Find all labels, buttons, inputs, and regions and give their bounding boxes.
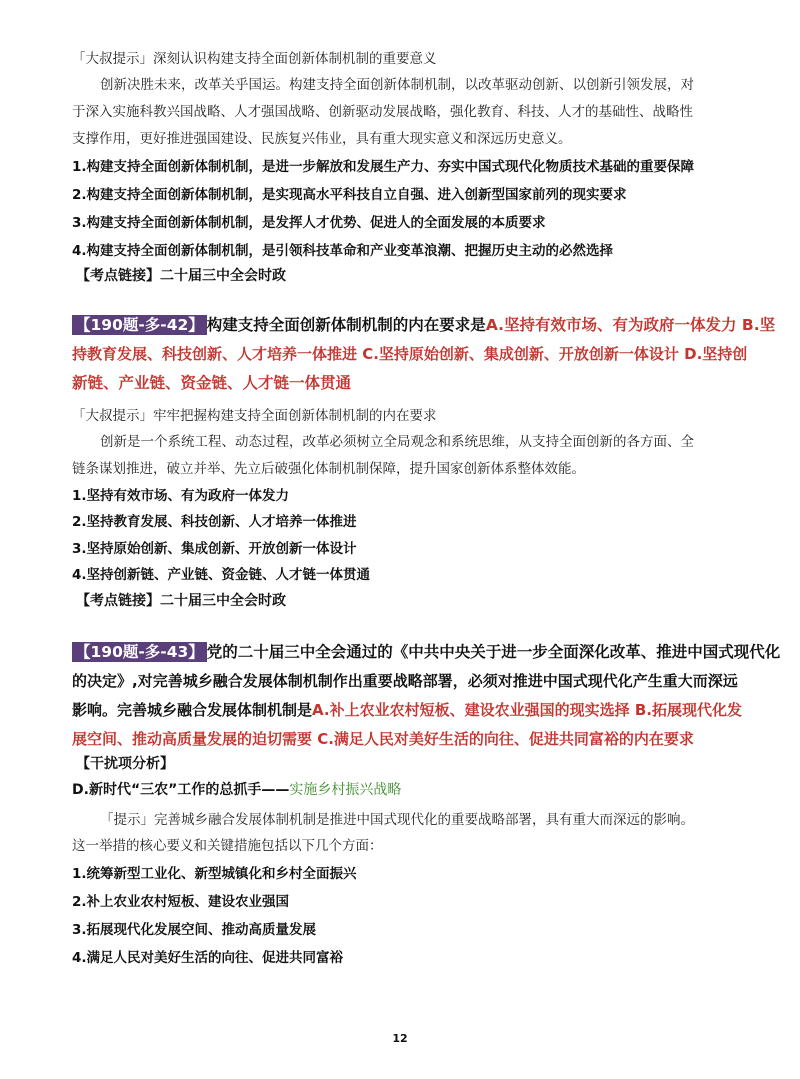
list-item: 1.构建支持全面创新体制机制，是进一步解放和发展生产力、夯实中国式现代化物质技术基础的重要保障 bbox=[72, 159, 695, 175]
question-43-answer-part-2: 展空间、推动高质量发展的迫切需要 C.满足人民对美好生活的向往、促进共同富裕的内在要求 bbox=[72, 730, 694, 748]
list-item: 3.拓展现代化发展空间、推动高质量发展 bbox=[72, 922, 317, 938]
distractor-analysis-title: 【干扰项分析】 bbox=[76, 756, 174, 772]
list-item: 3.构建支持全面创新体制机制，是发挥人才优势、促进人的全面发展的本质要求 bbox=[72, 215, 546, 231]
paragraph-2-line-2: 链条谋划推进，破立并举、先立后破强化体制机制保障，提升国家创新体系整体效能。 bbox=[72, 461, 585, 477]
tip-title-2: 「大叔提示」牢牢把握构建支持全面创新体制机制的内在要求 bbox=[72, 408, 437, 424]
question-42-answer-part-1: A.坚持有效市场、有为政府一体发力 B.坚 bbox=[485, 316, 776, 334]
list-item: 1.坚持有效市场、有为政府一体发力 bbox=[72, 488, 290, 504]
tip-title-1: 「大叔提示」深刻认识构建支持全面创新体制机制的重要意义 bbox=[72, 51, 437, 67]
distractor-d-answer: 实施乡村振兴战略 bbox=[289, 782, 402, 798]
question-43-stem-part-2: 的决定》,对完善城乡融合发展体制机制作出重要战略部署，必须对推进中国式现代化产生重大而深远 bbox=[72, 672, 738, 690]
list-item: 4.构建支持全面创新体制机制，是引领科技革命和产业变革浪潮、把握历史主动的必然选择 bbox=[72, 243, 614, 259]
exam-point-link-1: 【考点链接】二十届三中全会时政 bbox=[76, 268, 286, 284]
list-item: 4.坚持创新链、产业链、资金链、人才链一体贯通 bbox=[72, 567, 371, 583]
paragraph-3-line-2: 这一举措的核心要义和关键措施包括以下几个方面： bbox=[72, 838, 383, 854]
exam-point-link-2: 【考点链接】二十届三中全会时政 bbox=[76, 593, 286, 609]
question-42-answer-part-2: 持教育发展、科技创新、人才培养一体推进 C.坚持原始创新、集成创新、开放创新一体设计 D.坚持创 bbox=[72, 345, 748, 363]
list-item: 1.统筹新型工业化、新型城镇化和乡村全面振兴 bbox=[72, 866, 357, 882]
question-43-stem-part-3: 影响。完善城乡融合发展体制机制是 bbox=[72, 701, 313, 719]
page-number: 12 bbox=[392, 1032, 408, 1045]
question-43-answer-part-1: A.补上农业农村短板、建设农业强国的现实选择 B.拓展现代化发 bbox=[312, 701, 742, 719]
list-item: 2.坚持教育发展、科技创新、人才培养一体推进 bbox=[72, 514, 357, 530]
question-43-stem-part-1: 党的二十届三中全会通过的《中共中央关于进一步全面深化改革、推进中国式现代化 bbox=[206, 643, 781, 661]
question-42 bbox=[72, 311, 776, 398]
question-tag-43: 【190题-多-43】 bbox=[72, 642, 207, 662]
paragraph-2-line-1: 创新是一个系统工程、动态过程，改革必须树立全局观念和系统思维，从支持全面创新的各方面、全 bbox=[100, 434, 694, 450]
paragraph-1-line-2: 于深入实施科教兴国战略、人才强国战略、创新驱动发展战略，强化教育、科技、人才的基础性、战略性 bbox=[72, 104, 693, 120]
question-42-stem: 构建支持全面创新体制机制的内在要求是 bbox=[206, 316, 486, 334]
paragraph-1-line-3: 支撑作用，更好推进强国建设、民族复兴伟业，具有重大现实意义和深远历史意义。 bbox=[72, 131, 572, 147]
list-item: 2.构建支持全面创新体制机制，是实现高水平科技自立自强、进入创新型国家前列的现实要求 bbox=[72, 187, 627, 203]
question-tag-42: 【190题-多-42】 bbox=[72, 315, 207, 335]
question-43 bbox=[72, 638, 781, 754]
list-item: 2.补上农业农村短板、建设农业强国 bbox=[72, 894, 290, 910]
distractor-d bbox=[72, 779, 732, 799]
paragraph-1-line-1: 创新决胜未来，改革关乎国运。构建支持全面创新体制机制，以改革驱动创新、以创新引领发展，对 bbox=[100, 77, 694, 93]
distractor-d-label: D.新时代“三农”工作的总抓手—— bbox=[72, 782, 290, 798]
list-item: 3.坚持原始创新、集成创新、开放创新一体设计 bbox=[72, 541, 357, 557]
list-item: 4.满足人民对美好生活的向往、促进共同富裕 bbox=[72, 950, 344, 966]
question-42-answer-part-3: 新链、产业链、资金链、人才链一体贯通 bbox=[72, 374, 352, 392]
paragraph-3-line-1: 「提示」完善城乡融合发展体制机制是推进中国式现代化的重要战略部署，具有重大而深远的影响。 bbox=[100, 812, 694, 828]
